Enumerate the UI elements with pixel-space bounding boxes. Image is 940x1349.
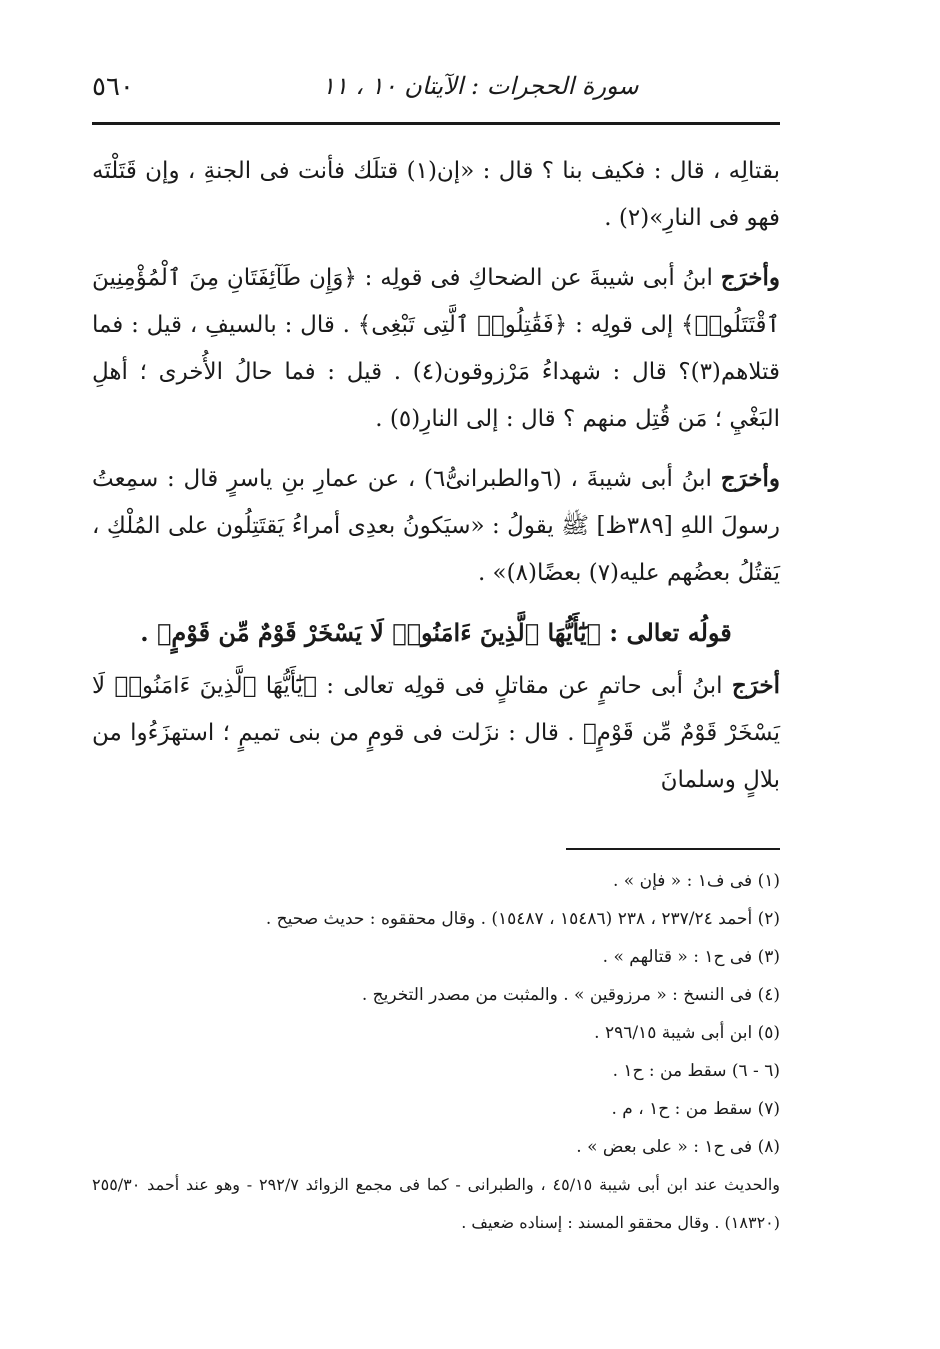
page-header [92, 72, 778, 112]
footnote-continuation: والحديث عند ابن أبى شيبة ٤٥/١٥ ، والطبرانى - كما فى مجمع الزوائد ٢٩٢/٧ - وهو عند أحمد ٢٥٥/٣٠ (١٨٣٢٠) . وقال محققو المسند : إسناده ضعيف . [92, 1175, 780, 1232]
paragraph-2-text: ابنُ أبى شيبةَ عن الضحاكِ فى قولِه : ﴿وَإِن طَآئِفَتَانِ مِنَ ٱلْمُؤْمِنِينَ ٱقْتَتَلُوا۟﴾ إلى قولِه : ﴿فَقَٰتِلُوا۟ ٱلَّتِى تَبْغِى﴾ . قال : بالسيفِ ، قيل : فما قتلاهم(٣)؟ قال : شهداءُ مَرْزوقون(٤) . قيل : فما حالُ الأُخرى ؛ أهلِ البَغْيِ ؛ مَن قُتِل منهم ؟ قال : إلى النارِ(٥) . [92, 265, 780, 432]
footnote-4: (٤) فى النسخ : « مرزوقين » . والمثبت من مصدر التخريج . [361, 985, 780, 1005]
paragraph-3-text: ابنُ أبى شيبةَ ، (٦والطبرانىُّ٦) ، عن عمارِ بنِ ياسرٍ قال : سمِعتُ رسولَ اللهِ [٣٨٩ظ] ﷺ يقولُ : «سيَكونُ بعدِى أمراءُ يَقتَتِلُون على المُلْكِ ، يَقتُلُ بعضُهم عليه(٧) بعضًا(٨)» . [92, 466, 780, 586]
header-divider [92, 122, 780, 125]
paragraph-4-lead: أخرَج [731, 672, 781, 699]
main-text [92, 148, 780, 816]
paragraph-3-lead: وأخرَج [720, 465, 780, 492]
footnote-5: (٥) ابن أبى شيبة ٢٩٦/١٥ . [594, 1023, 780, 1043]
running-title: سورة الحجرات : الآيتان ١٠ ، ١١ [322, 72, 639, 100]
footnote-3: (٣) فى ح١ : « قتالهم » . [602, 947, 780, 967]
footnote-8: (٨) فى ح١ : « على بعض » . [576, 1137, 780, 1157]
paragraph-3 [92, 455, 780, 597]
footnote-6: (٦ - ٦) سقط من : ح١ . [612, 1061, 780, 1081]
paragraph-2 [92, 254, 780, 443]
paragraph-4-text: ابنُ أبى حاتمٍ عن مقاتلٍ فى قولِه تعالى : ﴿يَٰٓأَيُّهَا ٱلَّذِينَ ءَامَنُوا۟ لَا يَسْخَرْ قَوْمٌ مِّن قَوْمٍ﴾ . قال : نزَلت فى قومٍ من بنى تميمٍ ؛ استهزَءُوا من بلالٍ وسلمانَ [92, 673, 780, 793]
page-number: ٥٦٠ [92, 72, 134, 102]
footnote-1: (١) فى ف١ : « فإن » . [612, 871, 780, 891]
footnote-divider [566, 848, 780, 850]
footnote-7: (٧) سقط من : ح١ ، م . [611, 1099, 780, 1119]
paragraph-1: بقتالِه ، قال : فكيف بنا ؟ قال : «إن(١) قتلَك فأنت فى الجنةِ ، وإن قَتَلْتَه فهو فى النارِ»(٢) . [92, 158, 780, 231]
paragraph-4 [92, 662, 780, 804]
paragraph-2-lead: وأخرَج [720, 264, 781, 291]
footnotes [92, 862, 780, 1242]
footnote-2: (٢) أحمد ٢٣٧/٢٤ ، ٢٣٨ (١٥٤٨٦ ، ١٥٤٨٧) . وقال محققوه : حديث صحيح . [265, 909, 780, 929]
verse-heading: قولُه تعالى : ﴿يَٰٓأَيُّهَا ٱلَّذِينَ ءَامَنُوا۟ لَا يَسْخَرْ قَوْمٌ مِّن قَوْمٍ﴾ . [140, 618, 732, 647]
